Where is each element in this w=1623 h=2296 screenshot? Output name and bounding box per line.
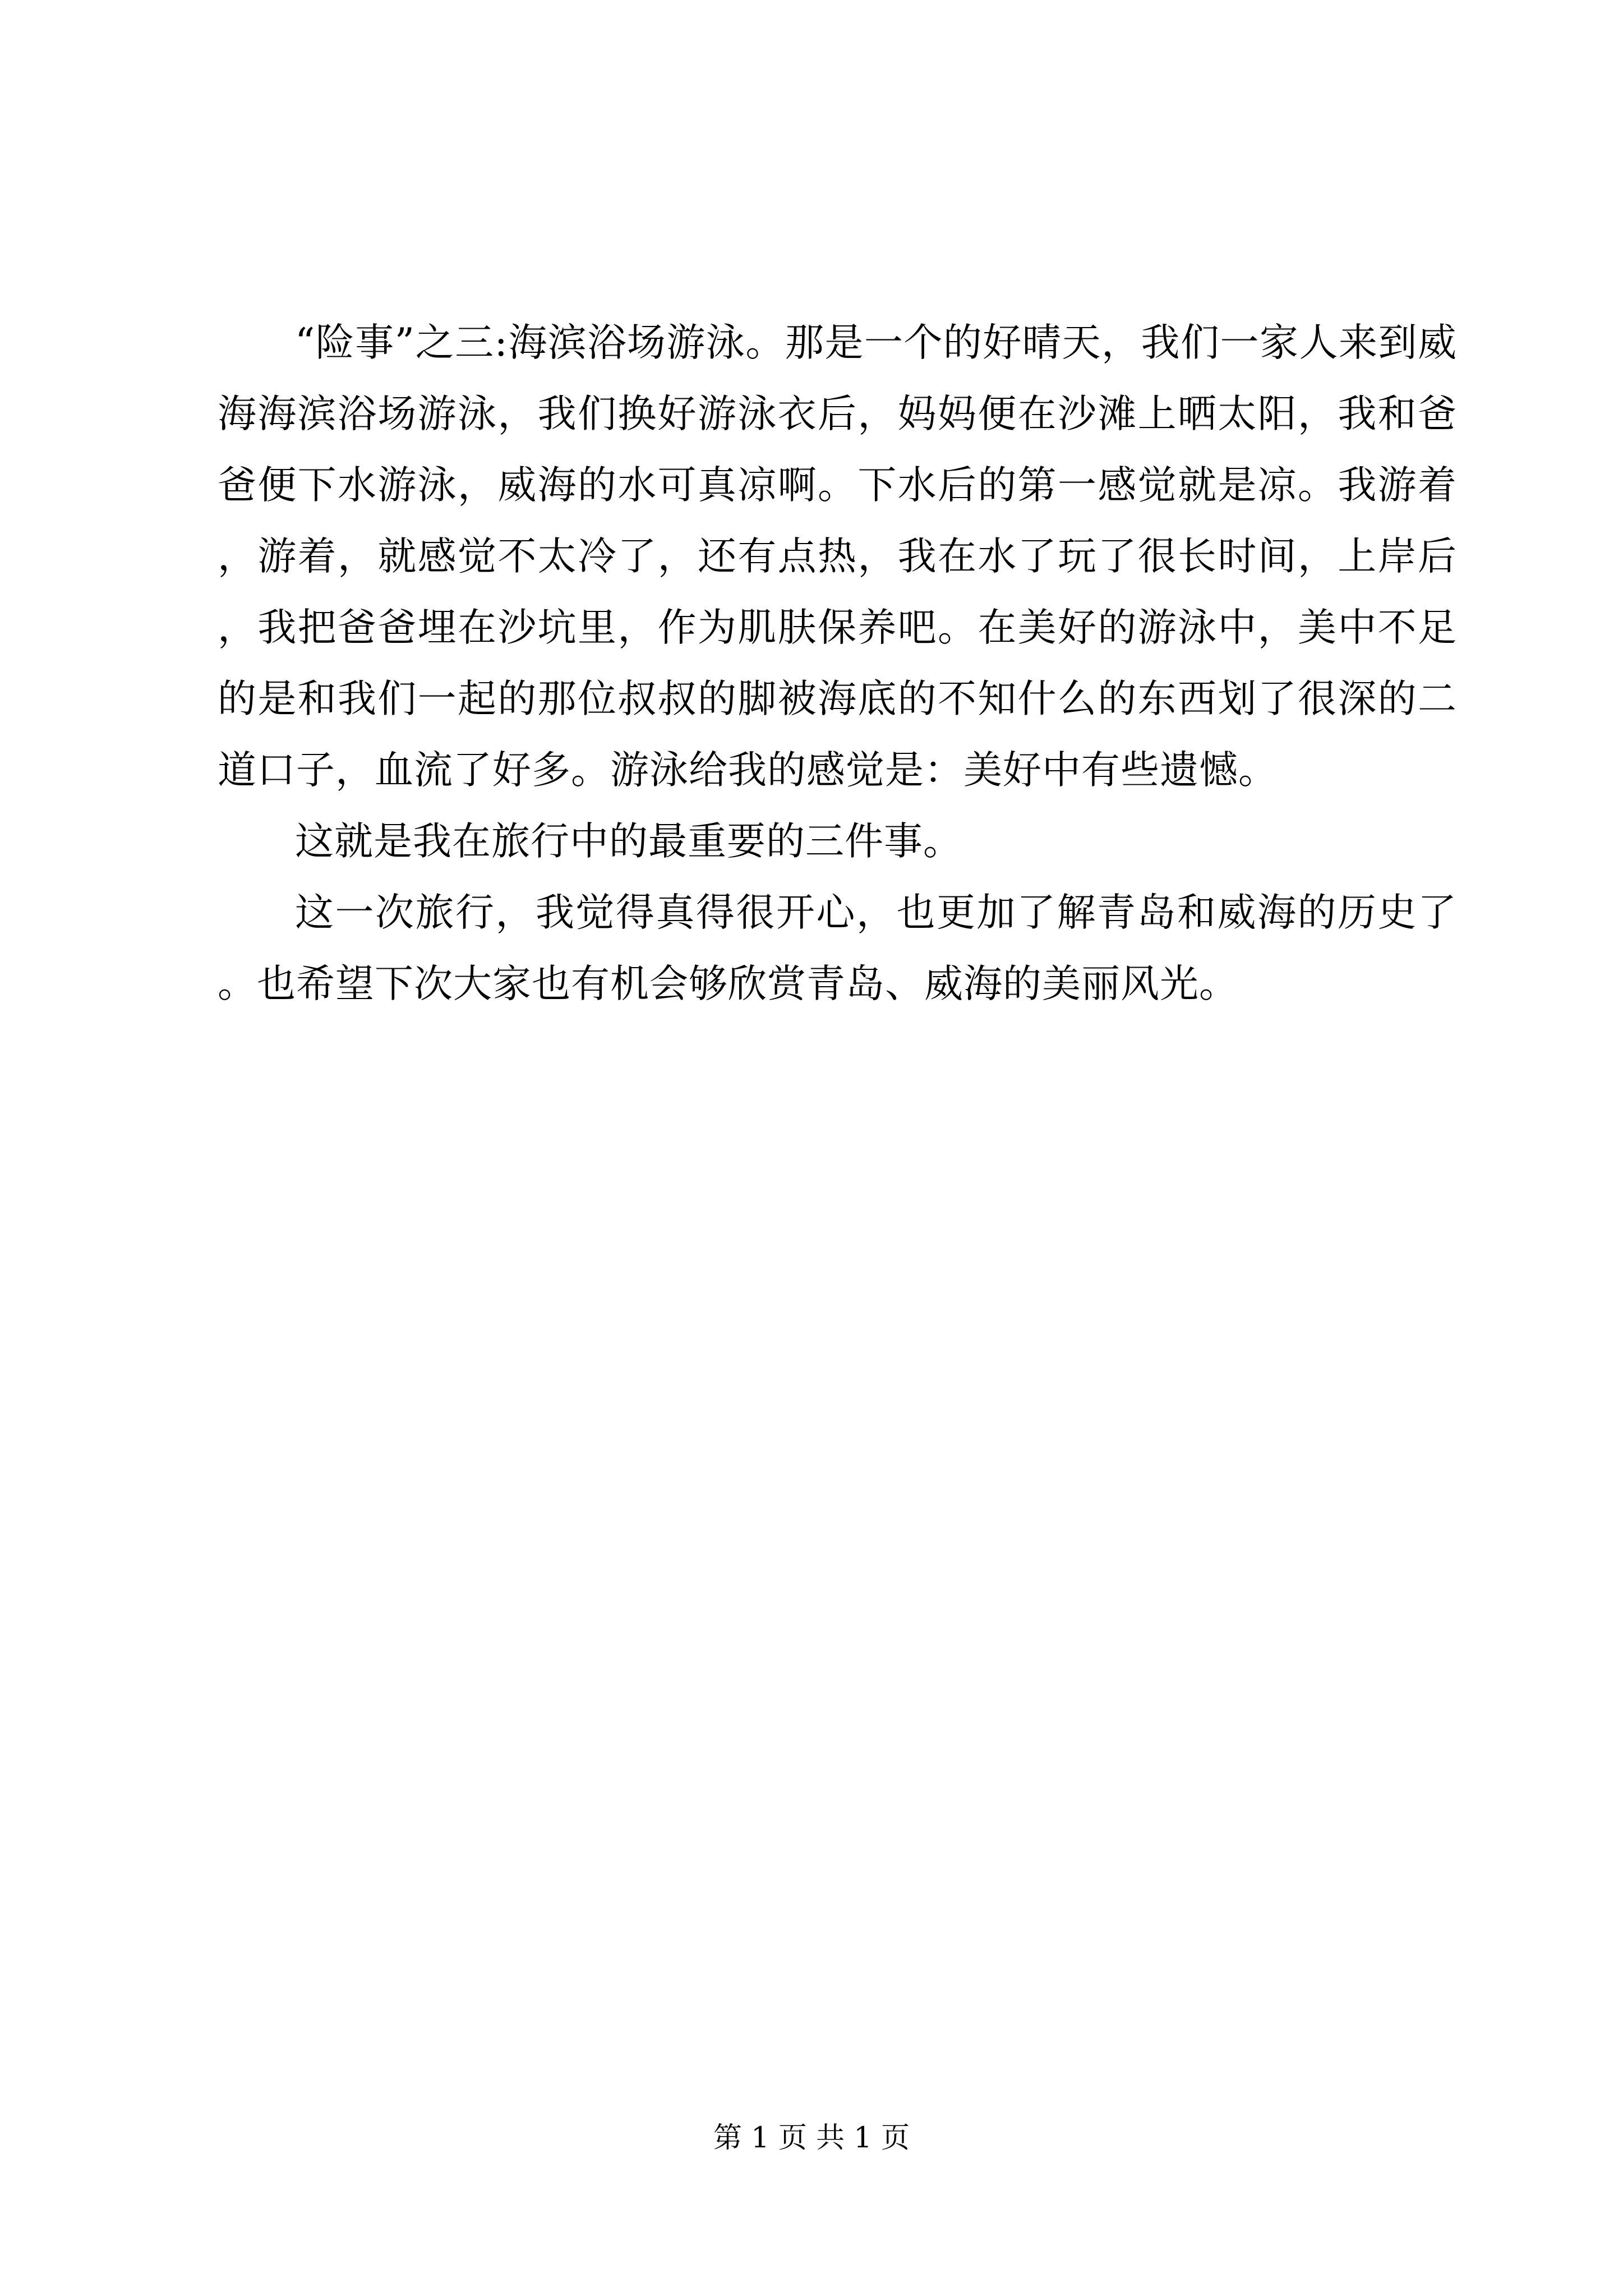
page-footer: 第 1 页 共 1 页 <box>713 2122 910 2155</box>
body-text <box>218 307 1457 1020</box>
paragraph-three-events: 这就是我在旅行中的最重要的三件事。 <box>295 819 962 864</box>
paragraph-conclusion: 这一次旅行，我觉得真得很开心，也更加了解青岛和威海的历史了。也希望下次大家也有机会够欣赏青岛、威海的美丽风光。 <box>218 890 1457 1006</box>
paragraph-swimming: “险事”之三:海滨浴场游泳。那是一个的好晴天，我们一家人来到威海海滨浴场游泳，我们换好游泳衣后，妈妈便在沙滩上晒太阳，我和爸爸便下水游泳，威海的水可真凉啊。下水后的第一感觉就是凉。我游着，游着，就感觉不太冷了，还有点热，我在水了玩了很长时间，上岸后，我把爸爸埋在沙坑里，作为肌肤保养吧。在美好的游泳中，美中不足的是和我们一起的那位叔叔的脚被海底的不知什么的东西划了很深的二道口子，血流了好多。游泳给我的感觉是：美好中有些遗憾。 <box>218 320 1457 793</box>
